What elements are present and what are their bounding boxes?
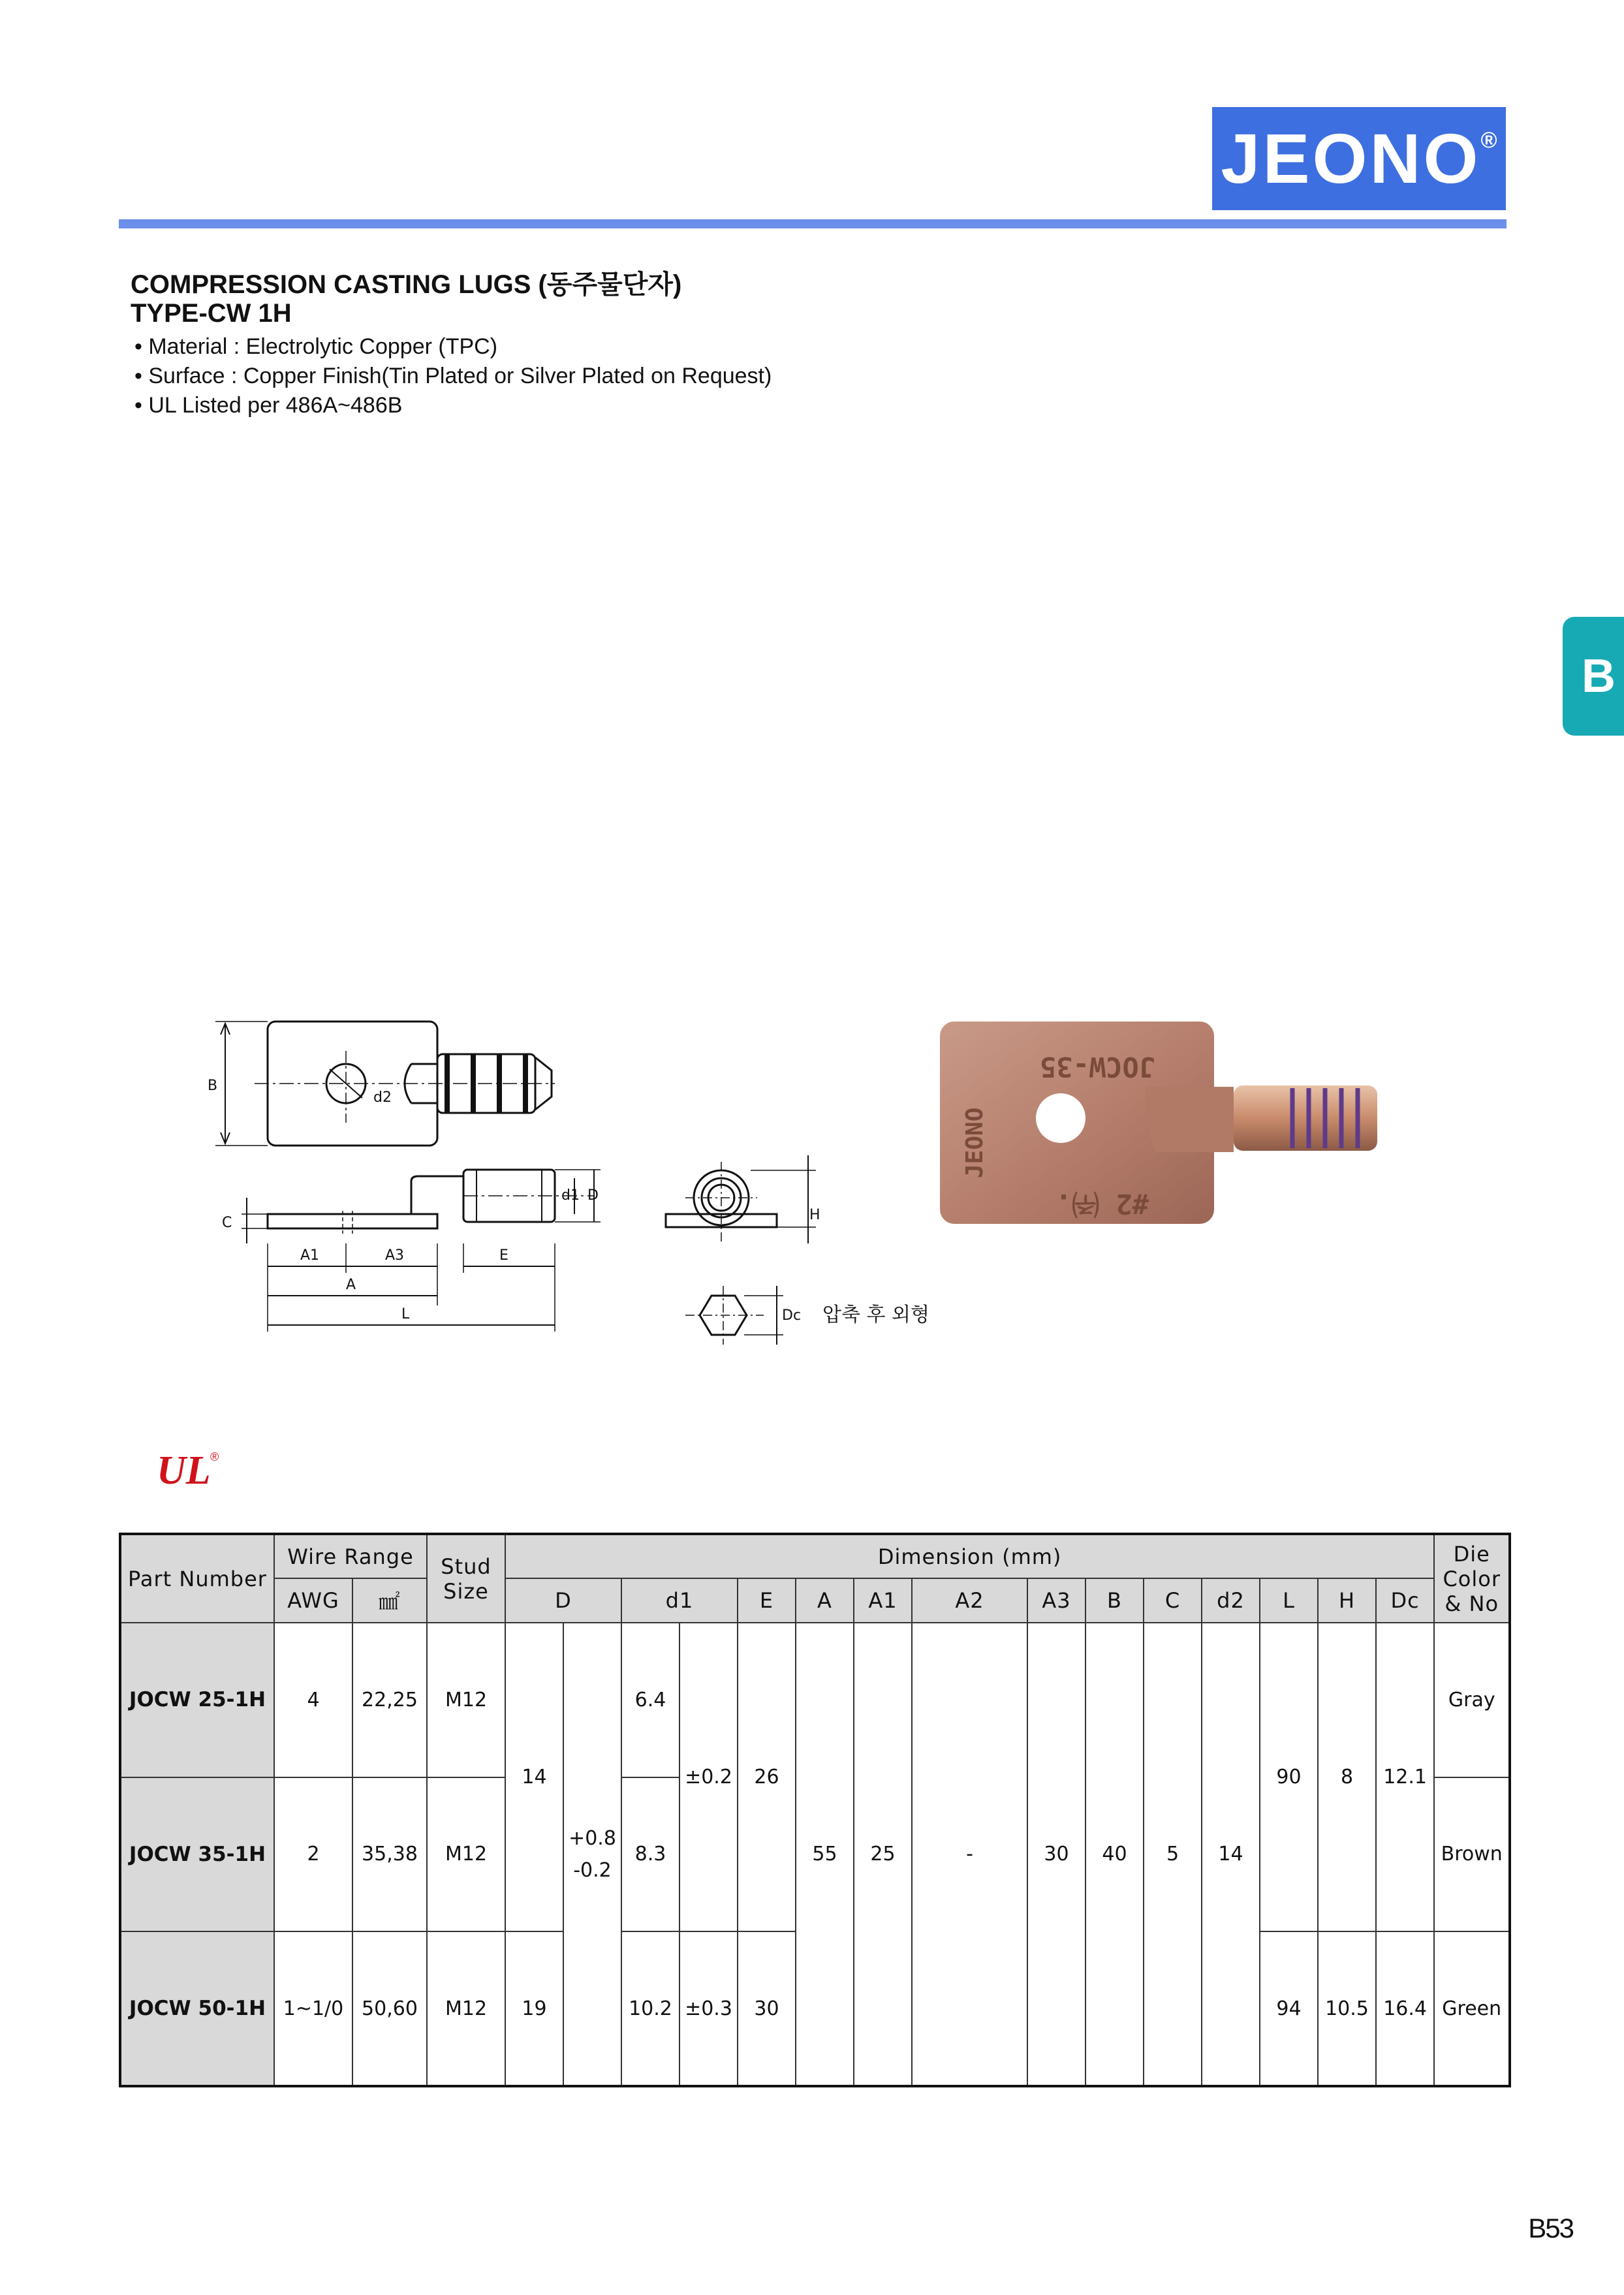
- L-small: 90: [1260, 1623, 1318, 1931]
- product-photo: [927, 1015, 1397, 1230]
- H-small: 8: [1318, 1623, 1376, 1931]
- header-B: B: [1085, 1578, 1144, 1623]
- header-part-number: Part Number: [120, 1534, 274, 1623]
- header-die: Die Color & No: [1434, 1534, 1510, 1623]
- mm2-35: 35,38: [352, 1777, 427, 1932]
- spec-bullet-ul: • UL Listed per 486A~486B: [134, 393, 403, 418]
- header-stud-size: Stud Size: [427, 1534, 505, 1623]
- header-A1: A1: [854, 1578, 912, 1623]
- header-L: L: [1260, 1578, 1318, 1623]
- part-number-35: JOCW 35-1H: [120, 1777, 274, 1932]
- header-A2: A2: [912, 1578, 1027, 1623]
- header-C: C: [1144, 1578, 1202, 1623]
- header-wire-range: Wire Range: [274, 1534, 427, 1578]
- header-awg: AWG: [274, 1578, 352, 1623]
- dim-label-L: L: [401, 1306, 410, 1322]
- spec-table: [119, 1533, 1511, 2087]
- Dc-small: 12.1: [1376, 1623, 1434, 1931]
- ul-registered-mark: ®: [210, 1450, 219, 1463]
- H-large: 10.5: [1318, 1931, 1376, 2086]
- dim-label-A: A: [346, 1277, 356, 1293]
- A3-value: 30: [1027, 1623, 1085, 2086]
- dim-label-D: D: [587, 1187, 599, 1204]
- technical-drawing: [189, 999, 946, 1364]
- header-d2: d2: [1202, 1578, 1260, 1623]
- brand-logo: [1212, 107, 1506, 210]
- D-small: 14: [505, 1623, 563, 1931]
- section-tab: B: [1563, 617, 1624, 736]
- A1-value: 25: [854, 1623, 912, 2086]
- header-A: A: [796, 1578, 854, 1623]
- header-dimension: Dimension (mm): [505, 1534, 1434, 1578]
- product-type: TYPE-CW 1H: [131, 299, 292, 328]
- header-rule: [119, 219, 1507, 228]
- dim-label-d2: d2: [373, 1089, 392, 1106]
- E-small: 26: [738, 1623, 796, 1931]
- D-large: 19: [505, 1931, 563, 2086]
- mm2-25: 22,25: [352, 1623, 427, 1777]
- ul-listed-mark: [157, 1448, 228, 1493]
- dim-label-A1: A1: [300, 1247, 320, 1264]
- header-D: D: [505, 1578, 621, 1623]
- mm2-50: 50,60: [352, 1931, 427, 2086]
- A-value: 55: [796, 1623, 854, 2086]
- header-H: H: [1318, 1578, 1376, 1623]
- stud-35: M12: [427, 1777, 505, 1932]
- brand-name: JEONO: [1221, 119, 1481, 198]
- photo-stamp-side: JEONO: [961, 1107, 988, 1178]
- spec-bullet-material: • Material : Electrolytic Copper (TPC): [134, 334, 498, 359]
- awg-25: 4: [274, 1623, 352, 1777]
- part-number-50: JOCW 50-1H: [120, 1931, 274, 2086]
- photo-stamp-top: JOCW-35: [1039, 1051, 1155, 1083]
- part-number-25: JOCW 25-1H: [120, 1623, 274, 1777]
- B-value: 40: [1085, 1623, 1144, 2086]
- d1-50: 10.2: [621, 1931, 679, 2086]
- header-Dc: Dc: [1376, 1578, 1434, 1623]
- d1-tol-small: ±0.2: [679, 1623, 738, 1931]
- awg-35: 2: [274, 1777, 352, 1932]
- die-25: Gray: [1434, 1623, 1510, 1777]
- dim-label-C: C: [222, 1215, 232, 1231]
- die-50: Green: [1434, 1931, 1510, 2086]
- header-E: E: [738, 1578, 796, 1623]
- dim-label-A3: A3: [385, 1247, 405, 1264]
- spec-bullet-surface: • Surface : Copper Finish(Tin Plated or Silver Plated on Request): [134, 364, 772, 388]
- C-value: 5: [1144, 1623, 1202, 2086]
- die-35: Brown: [1434, 1777, 1510, 1932]
- registered-mark: ®: [1480, 128, 1497, 153]
- header-d1: d1: [621, 1578, 738, 1623]
- dim-label-B: B: [208, 1078, 218, 1094]
- page-number: B53: [1528, 2213, 1573, 2243]
- stud-50: M12: [427, 1931, 505, 2086]
- dim-label-H: H: [809, 1207, 820, 1223]
- product-title: COMPRESSION CASTING LUGS (동주물단자): [131, 270, 682, 299]
- d2-value: 14: [1202, 1623, 1260, 2086]
- ul-mark-text: UL: [157, 1448, 211, 1493]
- d1-25: 6.4: [621, 1623, 679, 1777]
- A2-value: -: [912, 1623, 1027, 2086]
- photo-stamp-bottom: #2 ㈜.: [1055, 1188, 1149, 1220]
- dim-label-Dc: Dc: [782, 1307, 802, 1324]
- dim-label-d1: d1: [561, 1187, 580, 1204]
- after-crimp-note: 압축 후 외형: [822, 1304, 929, 1326]
- dim-label-E: E: [499, 1247, 508, 1264]
- d1-tol-large: ±0.3: [679, 1931, 738, 2086]
- awg-50: 1~1/0: [274, 1931, 352, 2086]
- d1-35: 8.3: [621, 1777, 679, 1932]
- header-A3: A3: [1027, 1578, 1085, 1623]
- E-large: 30: [738, 1931, 796, 2086]
- D-tol-plus: +0.8: [569, 1826, 616, 1850]
- Dc-large: 16.4: [1376, 1931, 1434, 2086]
- stud-25: M12: [427, 1623, 505, 1777]
- header-mm2: ㎟: [352, 1578, 427, 1623]
- D-tol-minus: -0.2: [573, 1858, 612, 1882]
- L-large: 94: [1260, 1931, 1318, 2086]
- D-tolerance: [563, 1623, 621, 2086]
